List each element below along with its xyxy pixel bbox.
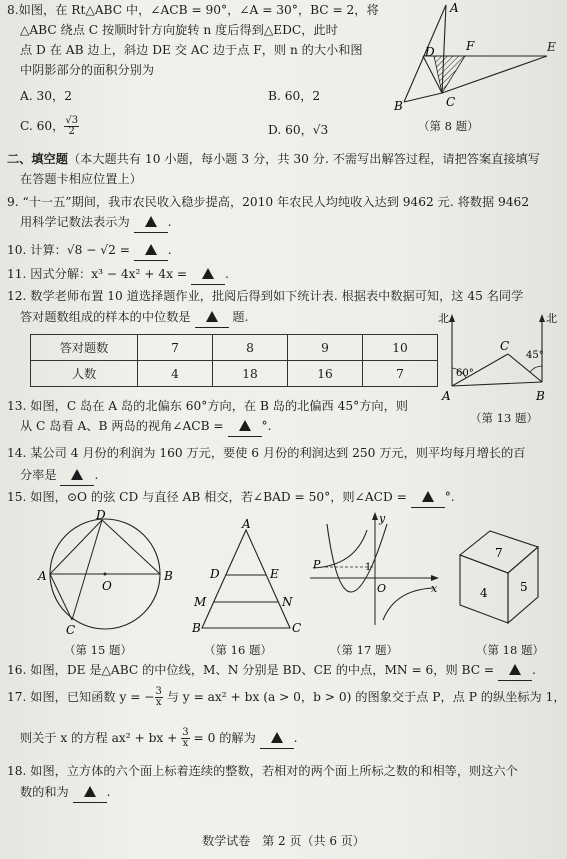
q8-line2: △ABC 绕点 C 按顺时针方向旋转 n 度后得到△EDC，此时: [20, 23, 338, 37]
answer-blank: [260, 729, 294, 749]
table-cell: 7: [138, 335, 213, 361]
table-header: 人数: [31, 361, 138, 387]
triangle-marker-icon: [422, 491, 434, 502]
triangle-marker-icon: [509, 664, 521, 675]
table-cell: 16: [288, 361, 363, 387]
answer-blank: [195, 308, 229, 328]
face-top: 7: [495, 546, 503, 560]
label-d: D: [210, 567, 220, 581]
q15: 15. 如图，⊙O 的弦 CD 与直径 AB 相交，若∠BAD = 50°，则∠ACD = °.: [7, 488, 455, 508]
q14-line1: 14. 某公司 4 月份的利润为 160 万元，要使 6 月份的利润达到 250 万元，则平均每月增长的百: [7, 446, 526, 460]
section-heading: 二、填空题（本大题共有 10 小题，每小题 3 分，共 30 分. 不需写出解答过程，请把答案直接填写: [7, 152, 540, 166]
label-1: 1: [365, 562, 372, 573]
label-p: P: [313, 558, 321, 571]
q8-option-b: B. 60，2: [268, 89, 321, 103]
answer-blank: [134, 241, 168, 261]
triangle-marker-icon: [145, 244, 157, 255]
table-cell: 10: [363, 335, 438, 361]
triangle-marker-icon: [145, 216, 157, 227]
answer-blank: [60, 466, 94, 486]
label-a: A: [242, 517, 251, 531]
label-a: A: [442, 389, 451, 403]
q8-option-d: D. 60，√3: [268, 123, 329, 137]
label-m: M: [194, 595, 207, 609]
label-o: O: [102, 579, 112, 593]
fig8-caption: （第 8 题）: [418, 119, 479, 133]
answer-blank: [73, 783, 107, 803]
triangle-marker-icon: [271, 732, 283, 743]
section-instruction: 在答题卡相应位置上）: [20, 172, 142, 186]
fig17-caption: （第 17 题）: [330, 643, 398, 657]
answer-blank: [134, 213, 168, 233]
figure-18: [450, 525, 550, 635]
q8-option-c: C. 60， $\frac{√3}{2}$: [20, 115, 79, 137]
answer-blank: [228, 417, 262, 437]
label-a: A: [450, 1, 459, 15]
table-cell: 18: [213, 361, 288, 387]
q8-line4: 中阴影部分的面积分别为: [20, 63, 155, 77]
face-front: 4: [480, 586, 488, 600]
table-row: [31, 361, 438, 387]
label-o: O: [377, 582, 387, 595]
table-header: 答对题数: [31, 335, 138, 361]
table-cell: 9: [288, 335, 363, 361]
q9-line1: 9. “十一五”期间，我市农民收入稳步提高，2010 年农民人均纯收入达到 9462 元. 将数据 9462: [7, 195, 530, 209]
north-label: 北: [546, 312, 557, 325]
q8-option-a: A. 30，2: [20, 89, 72, 103]
q16: 16. 如图，DE 是△ABC 的中位线，M、N 分别是 BD、CE 的中点，MN = 6，则 BC = .: [7, 661, 536, 681]
fig15-caption: （第 15 题）: [64, 643, 132, 657]
label-c: C: [66, 623, 76, 637]
q9-line2: 用科学记数法表示为 .: [20, 213, 171, 233]
label-c: C: [292, 621, 302, 635]
sqrt3-over-2: $\frac{√3}{2}$: [65, 115, 79, 137]
label-b: B: [394, 99, 403, 113]
q11: 11. 因式分解：x³ − 4x² + 4x = .: [7, 265, 229, 285]
q10: 10. 计算：√8 − √2 = .: [7, 241, 172, 261]
label-n: N: [282, 595, 293, 609]
label-d: D: [96, 508, 106, 522]
table-row: [31, 335, 438, 361]
q18-line1: 18. 如图，立方体的六个面上标着连续的整数，若相对的两个面上所标之数的和相等，则这六个: [7, 764, 518, 778]
label-b: B: [536, 389, 545, 403]
page-footer: 数学试卷 第 2 页（共 6 页）: [202, 834, 365, 848]
label-c: C: [446, 95, 456, 109]
table-cell: 8: [213, 335, 288, 361]
q12-line2: 答对题数组成的样本的中位数是 题.: [20, 308, 248, 328]
fig16-caption: （第 16 题）: [204, 643, 272, 657]
label-y: y: [379, 512, 386, 525]
q12-line1: 12. 数学老师布置 10 道选择题作业，批阅后得到如下统计表. 根据表中数据可知，这 45 名同学: [7, 289, 524, 303]
label-c: C: [500, 339, 510, 353]
table-cell: 4: [138, 361, 213, 387]
face-right: 5: [520, 580, 528, 594]
figure-13: [430, 310, 560, 410]
fig8-label-e: E: [547, 40, 556, 54]
label-b: B: [192, 621, 201, 635]
triangle-marker-icon: [84, 786, 96, 797]
figure-16: [190, 517, 302, 635]
angle-60: 60°: [456, 368, 474, 379]
answer-blank: [191, 265, 225, 285]
q17-line2: 则关于 x 的方程 ax² + bx + $\frac{3}{x}$ = 0 的解为 .: [20, 727, 298, 749]
triangle-marker-icon: [202, 268, 214, 279]
figure-8: [390, 0, 510, 125]
triangle-marker-icon: [206, 311, 218, 322]
fraction-3-over-x: $\frac{3}{x}$: [155, 686, 162, 708]
q18-line2: 数的和为 .: [20, 783, 111, 803]
fig13-caption: （第 13 题）: [470, 411, 538, 425]
label-a: A: [38, 569, 47, 583]
triangle-marker-icon: [71, 469, 83, 480]
q8-line1: 8.如图，在 Rt△ABC 中，∠ACB = 90°，∠A = 30°，BC = 2，将: [7, 3, 379, 17]
figure-15: [30, 510, 180, 640]
answer-count-table: [30, 334, 438, 387]
fraction-3-over-x: $\frac{3}{x}$: [182, 727, 189, 749]
q17-line1: 17. 如图，已知函数 y = − $\frac{3}{x}$ 与 y = ax² + bx (a > 0，b > 0) 的图象交于点 P，点 P 的纵坐标为 1，: [7, 686, 566, 708]
label-f: F: [466, 39, 475, 53]
q13-line1: 13. 如图，C 岛在 A 岛的北偏东 60°方向，在 B 岛的北偏西 45°方向，则: [7, 399, 408, 413]
label-b: B: [164, 569, 173, 583]
angle-45: 45°: [526, 350, 544, 361]
triangle-marker-icon: [239, 420, 251, 431]
label-d: D: [425, 45, 435, 59]
q13-line2: 从 C 岛看 A、B 两岛的视角∠ACB = °.: [20, 417, 272, 437]
north-label: 北: [438, 312, 449, 325]
q8-line3: 点 D 在 AB 边上，斜边 DE 交 AC 边于点 F，则 n 的大小和图: [20, 43, 363, 57]
label-e: E: [270, 567, 279, 581]
fig18-caption: （第 18 题）: [476, 643, 544, 657]
answer-blank: [411, 488, 445, 508]
answer-blank: [498, 661, 532, 681]
table-cell: 7: [363, 361, 438, 387]
q14-line2: 分率是 .: [20, 466, 98, 486]
figure-17: [305, 510, 440, 630]
label-x: x: [431, 582, 438, 595]
